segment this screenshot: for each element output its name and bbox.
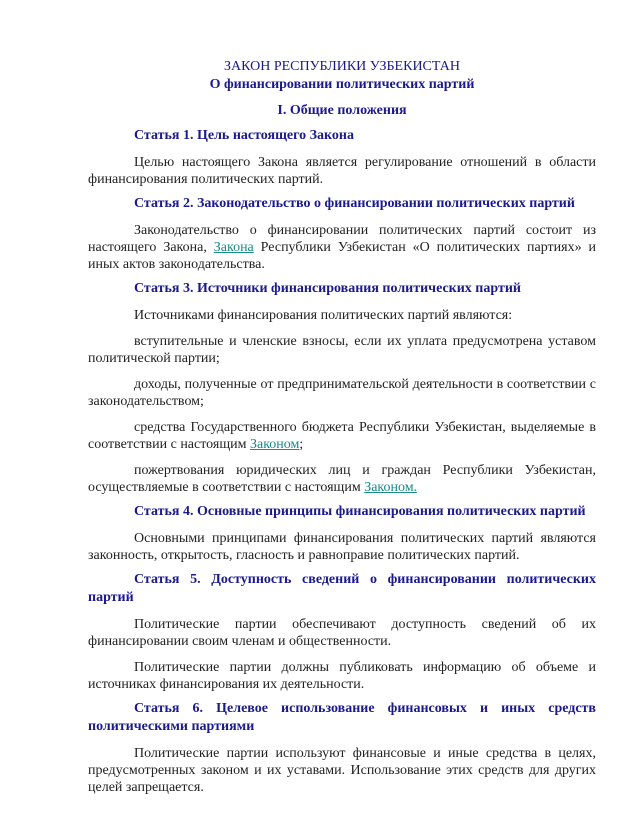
article-3-paragraph-5 — [88, 462, 596, 496]
document-page — [88, 58, 596, 796]
article-6-heading: Статья 6. Целевое использование финансовых и иных средств политическими партиями — [88, 701, 596, 734]
article-3-paragraph-3: доходы, полученные от предпринимательской деятельности в соответствии с законодательством; — [88, 377, 596, 409]
article-3-heading: Статья 3. Источники финансирования политических партий — [134, 281, 521, 296]
law-link[interactable]: Законом. — [364, 480, 418, 495]
article-6-paragraph: Политические партии используют финансовые и иные средства в целях, предусмотренных законом и их уставами. Использование этих средств для других целей запрещается. — [88, 746, 596, 795]
law-link[interactable]: Закона — [213, 240, 254, 255]
article-2-text-before: Законодательство о финансировании политических партий состоит из настоящего Закона, — [88, 223, 596, 255]
article-1-heading: Статья 1. Цель настоящего Закона — [134, 128, 354, 143]
article-5-heading: Статья 5. Доступность сведений о финансировании политических партий — [88, 572, 596, 605]
article-2-paragraph — [88, 222, 596, 273]
law-subtitle: О финансировании политических партий — [209, 77, 475, 92]
article-5-paragraph-2: Политические партии должны публиковать информацию об объеме и источниках финансирования их деятельности. — [88, 660, 596, 692]
article-3-p4-suffix: ; — [299, 437, 304, 452]
article-3-paragraph-2: вступительные и членские взносы, если их уплата предусмотрена уставом политической партии; — [88, 334, 596, 366]
article-4-heading: Статья 4. Основные принципы финансирования политических партий — [134, 504, 586, 519]
article-5-paragraph-1: Политические партии обеспечивают доступность сведений об их финансировании своим членам и общественности. — [88, 617, 596, 649]
article-1-paragraph: Целью настоящего Закона является регулирование отношений в области финансирования политических партий. — [88, 155, 596, 187]
article-3-p4-text: средства Государственного бюджета Республики Узбекистан, выделяемые в соответствии с настоящим — [88, 420, 596, 452]
article-2-heading: Статья 2. Законодательство о финансировании политических партий — [134, 196, 575, 211]
law-link[interactable]: Законом — [249, 437, 300, 452]
article-4-paragraph: Основными принципами финансирования политических партий являются законность, открытость, гласность и равноправие политических партий. — [88, 531, 596, 563]
section-heading: I. Общие положения — [277, 103, 407, 118]
article-3-paragraph-1: Источниками финансирования политических партий являются: — [134, 308, 513, 323]
law-title: ЗАКОН РЕСПУБЛИКИ УЗБЕКИСТАН — [224, 59, 460, 74]
article-3-p5-text: пожертвования юридических лиц и граждан Республики Узбекистан, осуществляемые в соответствии с настоящим — [88, 463, 596, 495]
article-3-paragraph-4 — [88, 419, 596, 453]
article-2-text-after: Республики Узбекистан «О политических партиях» и иных актов законодательства. — [88, 240, 596, 272]
